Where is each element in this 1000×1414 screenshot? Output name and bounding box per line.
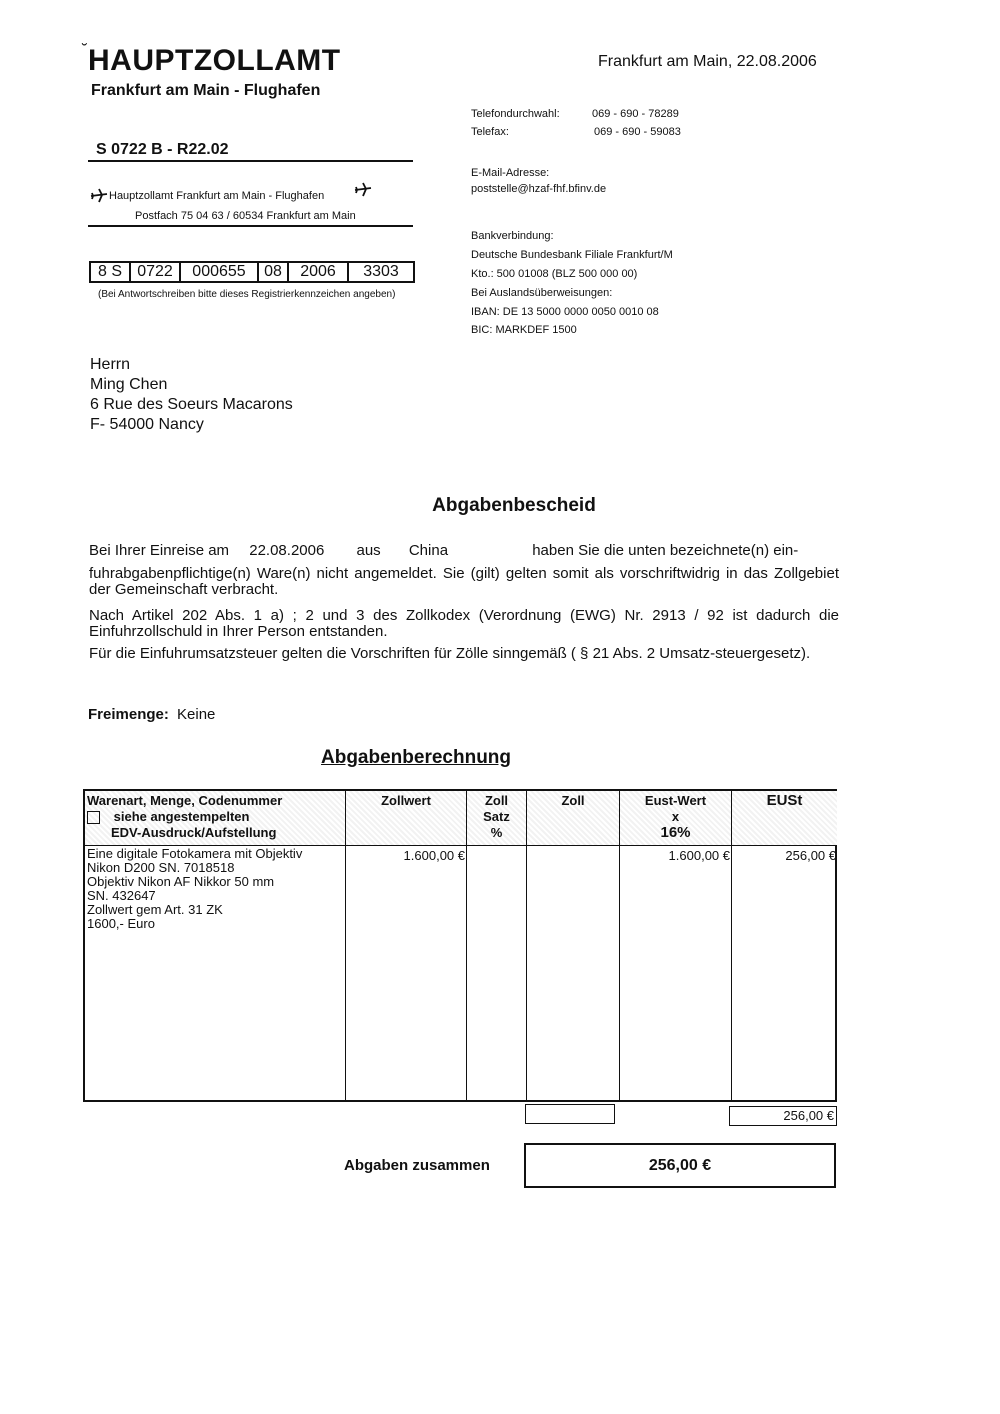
paragraph-entry-rest: fuhrabgabenpflichtige(n) Ware(n) nicht angemeldet. Sie (gilt) gelten somit als vorschriftwidrig in das Zollgebiet der Gemeinschaft verbracht. — [89, 565, 839, 598]
registration-note: (Bei Antwortschreiben bitte dieses Registrierkennzeichen angeben) — [98, 289, 396, 300]
header-zollsatz-line1: Zoll — [484, 793, 509, 808]
description-line: SN. 432647 — [87, 888, 156, 903]
goods-description — [87, 847, 343, 931]
zollwert-value: 1.600,00 € — [403, 848, 465, 863]
header-zollsatz-line3: % — [490, 825, 503, 840]
sum-zoll-box — [525, 1104, 615, 1124]
allowance-label: Freimenge: — [88, 706, 169, 723]
recipient-street: 6 Rue des Soeurs Macarons — [90, 396, 293, 413]
header-zollwert: Zollwert — [346, 791, 466, 845]
registration-cell: 2006 — [289, 263, 349, 281]
office-subtitle: Frankfurt am Main - Flughafen — [91, 82, 321, 99]
eust-value: 256,00 € — [785, 848, 836, 863]
registration-cell: 3303 — [363, 263, 399, 280]
recipient-name: Ming Chen — [90, 376, 168, 393]
bank-name: Deutsche Bundesbank Filiale Frankfurt/M — [471, 249, 673, 261]
registration-cell: 000655 — [181, 263, 259, 281]
header-goods-line3: EDV-Ausdruck/Aufstellung — [111, 825, 277, 840]
header-goods-line1: Warenart, Menge, Codenummer — [87, 793, 283, 808]
total-label: Abgaben zusammen — [344, 1157, 490, 1174]
entry-lead: Bei Ihrer Einreise am — [89, 542, 230, 559]
sender-postbox: Postfach 75 04 63 / 60534 Frankfurt am Main — [135, 210, 356, 222]
scan-mark: ˘ — [82, 42, 88, 59]
header-goods-line2: siehe angestempelten — [113, 809, 250, 824]
header-eust-wert-line2: x — [671, 809, 680, 824]
airplane-icon — [89, 186, 109, 206]
header-eust: EUSt — [732, 791, 837, 845]
divider — [88, 160, 413, 162]
iban: IBAN: DE 13 5000 0000 0050 0010 08 — [471, 306, 659, 318]
foreign-transfer-label: Bei Auslandsüberweisungen: — [471, 287, 613, 299]
header-zoll: Zoll — [527, 791, 619, 845]
header-zollsatz-line2: Satz — [483, 809, 510, 824]
fax-label: Telefax: — [471, 126, 509, 138]
description-line: Objektiv Nikon AF Nikkor 50 mm — [87, 874, 275, 889]
registration-cell: 08 — [259, 263, 289, 281]
entry-country: China — [408, 542, 449, 559]
paragraph-legal-basis: Nach Artikel 202 Abs. 1 a) ; 2 und 3 des Zollkodex (Verordnung (EWG) Nr. 2913 / 92 ist dadurch die Einfuhrzollschuld in Ihrer Person entstanden. — [89, 607, 839, 640]
column-divider — [466, 791, 467, 1100]
header-eust-wert-line3: 16% — [660, 824, 691, 841]
place-date: Frankfurt am Main, 22.08.2006 — [598, 53, 817, 70]
reference-code: S 0722 B - R22.02 — [96, 141, 229, 158]
eust-wert-value: 1.600,00 € — [668, 848, 730, 863]
sender-address: Hauptzollamt Frankfurt am Main - Flughafen — [109, 190, 325, 202]
column-divider — [526, 791, 527, 1100]
header-eust-wert-line1: Eust-Wert — [644, 793, 707, 808]
allowance-value: Keine — [177, 706, 216, 723]
email-value: poststelle@hzaf-fhf.bfinv.de — [471, 183, 607, 195]
registration-code-boxes — [89, 261, 415, 283]
bank-account: Kto.: 500 01008 (BLZ 500 000 00) — [471, 268, 638, 280]
column-divider — [731, 791, 732, 1100]
recipient-salutation: Herrn — [90, 356, 131, 373]
total-value: 256,00 € — [524, 1143, 836, 1188]
bic: BIC: MARKDEF 1500 — [471, 324, 577, 336]
header-eust-wert — [620, 791, 731, 845]
allowance — [88, 706, 215, 723]
email-label: E-Mail-Adresse: — [471, 167, 550, 179]
entry-from: aus — [356, 542, 381, 559]
phone-label: Telefondurchwahl: — [471, 108, 560, 120]
paragraph-vat: Für die Einfuhrumsatzsteuer gelten die Vorschriften für Zölle sinngemäß ( § 21 Abs. 2 Umsatz-steuergesetz). — [89, 645, 811, 662]
column-divider — [619, 791, 620, 1100]
header-zollsatz — [467, 791, 526, 845]
airplane-icon — [353, 180, 373, 200]
paragraph-entry — [89, 543, 839, 559]
phone-value: 069 - 690 - 78289 — [592, 108, 679, 120]
sender-line — [89, 186, 324, 206]
description-line: Nikon D200 SN. 7018518 — [87, 860, 235, 875]
entry-tail: haben Sie die unten bezeichnete(n) ein- — [532, 542, 799, 559]
checkbox-icon — [87, 811, 100, 824]
header-goods — [85, 791, 345, 845]
registration-cell: 0722 — [131, 263, 181, 281]
registration-cell: 8 S — [91, 263, 131, 281]
description-line: Eine digitale Fotokamera mit Objektiv — [87, 846, 303, 861]
description-line: 1600,- Euro — [87, 916, 155, 931]
divider — [88, 225, 413, 227]
document-heading: Abgabenbescheid — [432, 495, 596, 516]
entry-date: 22.08.2006 — [249, 542, 325, 559]
bank-label: Bankverbindung: — [471, 230, 554, 242]
authority-title: HAUPTZOLLAMT — [88, 44, 341, 77]
column-divider — [345, 791, 346, 1100]
recipient-city: F- 54000 Nancy — [90, 416, 204, 433]
calculation-heading: Abgabenberechnung — [321, 747, 512, 768]
fax-value: 069 - 690 - 59083 — [594, 126, 681, 138]
description-line: Zollwert gem Art. 31 ZK — [87, 902, 223, 917]
calculation-table — [83, 789, 837, 1102]
sum-eust-box: 256,00 € — [729, 1106, 837, 1126]
